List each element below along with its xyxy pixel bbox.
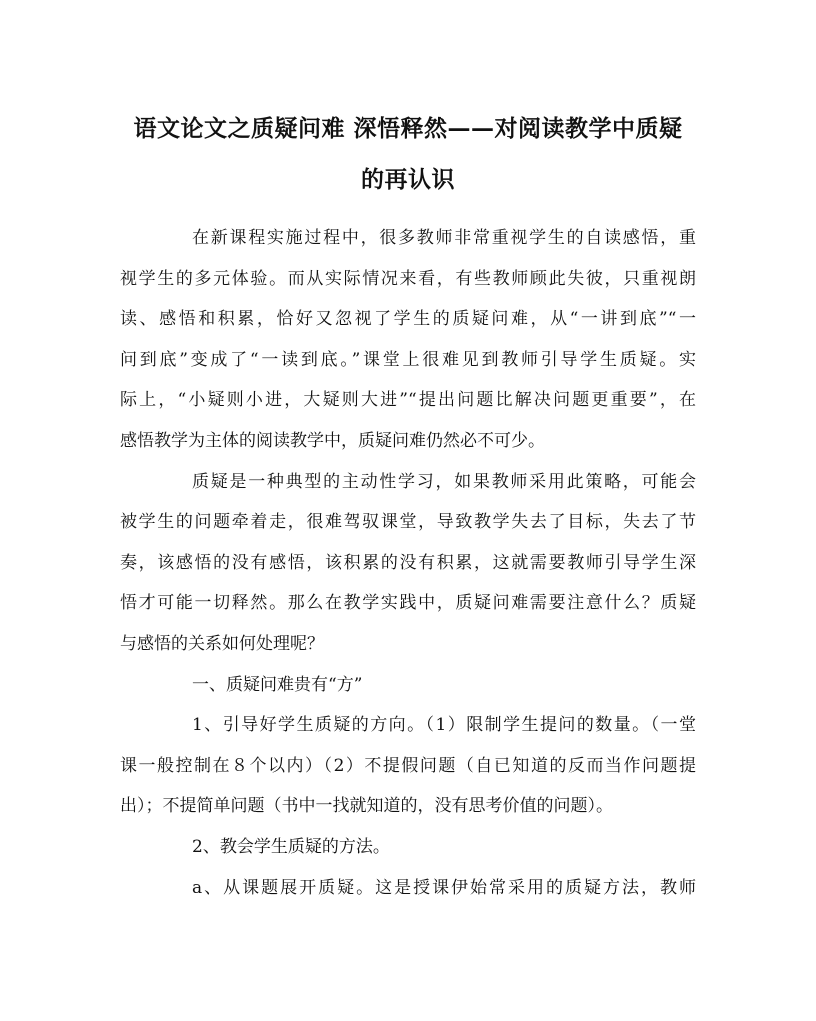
paragraph-line: 悟才可能一切释然。那么在教学实践中，质疑问难需要注意什么？质疑 xyxy=(120,593,696,614)
paragraph-line: 课一般控制在８个以内）（2）不提假问题（自已知道的反而当作问题提 xyxy=(120,755,696,776)
paragraph-line: 问到底”变成了“一读到底。”课堂上很难见到教师引导学生质疑。实 xyxy=(120,349,696,370)
paragraph-line: 质疑是一种典型的主动性学习，如果教师采用此策略，可能会 xyxy=(192,471,696,492)
document-title xyxy=(110,103,706,205)
paragraph-line: 视学生的多元体验。而从实际情况来看，有些教师顾此失彼，只重视朗 xyxy=(120,268,696,289)
paragraph-line: 被学生的问题牵着走，很难驾驭课堂，导致教学失去了目标，失去了节 xyxy=(120,512,696,533)
paragraph-line: 2、教会学生质疑的方法。 xyxy=(192,836,390,857)
section-heading xyxy=(120,665,696,706)
paragraph-line: 感悟教学为主体的阅读教学中，质疑问难仍然必不可少。 xyxy=(120,430,545,451)
paragraph-line: 1、引导好学生质疑的方向。（1）限制学生提问的数量。（一堂 xyxy=(192,715,696,736)
paragraph-line: 与感悟的关系如何处理呢？ xyxy=(120,633,324,654)
paragraph xyxy=(120,218,696,462)
title-line-1: 语文论文之质疑问难 深悟释然——对阅读教学中质疑 xyxy=(133,115,683,142)
paragraph-line: a、从课题展开质疑。这是授课伊始常采用的质疑方法，教师 xyxy=(192,877,696,898)
paragraph-line: 出）；不提简单问题（书中一找就知道的，没有思考价值的问题）。 xyxy=(120,796,613,817)
title-line-2: 的再认识 xyxy=(361,166,455,193)
paragraph-line: 在新课程实施过程中，很多教师非常重视学生的自读感悟，重 xyxy=(192,228,696,248)
paragraph-line: 读、感悟和积累，恰好又忽视了学生的质疑问难，从“一讲到底”“一 xyxy=(120,309,696,330)
paragraph-line: 奏，该感悟的没有感悟，该积累的没有积累，这就需要教师引导学生深 xyxy=(120,552,696,573)
section-heading-text: 一、质疑问难贵有“方” xyxy=(192,674,363,695)
paragraph xyxy=(120,705,696,827)
paragraph xyxy=(120,868,696,909)
paragraph xyxy=(120,827,696,868)
paragraph-line: 际上，“小疑则小进，大疑则大进”“提出问题比解决问题更重要”，在 xyxy=(120,390,696,411)
document-body xyxy=(120,218,696,908)
paragraph xyxy=(120,462,696,665)
